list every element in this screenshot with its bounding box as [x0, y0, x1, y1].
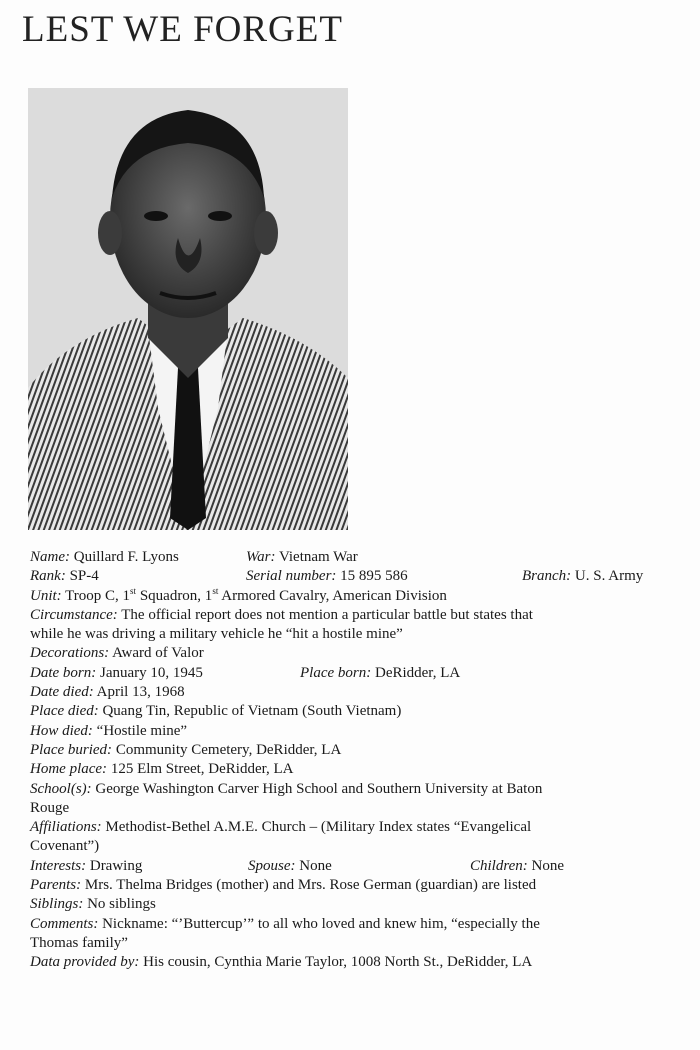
- interests-value: Drawing: [89, 857, 143, 874]
- unit-label: Unit:: [30, 587, 62, 604]
- how-died-label: How died:: [30, 722, 93, 739]
- comments-row-continued: [30, 934, 680, 953]
- decorations-value: Award of Valor: [112, 645, 204, 662]
- unit-value: Troop C, 1st Squadron, 1st Armored Cavalry, American Division: [65, 585, 447, 604]
- place-buried-label: Place buried:: [30, 741, 113, 758]
- schools-row-continued: [30, 799, 680, 818]
- how-died-row: [30, 722, 680, 741]
- rank-value: SP-4: [69, 568, 99, 585]
- home-place-value: 125 Elm Street, DeRidder, LA: [110, 761, 294, 778]
- place-born-value: DeRidder, LA: [374, 664, 461, 681]
- decorations-row: [30, 644, 680, 663]
- schools-label: School(s):: [30, 780, 92, 797]
- place-buried-value: Community Cemetery, DeRidder, LA: [115, 741, 342, 758]
- circumstance-label: Circumstance:: [30, 606, 118, 623]
- comments-value-line2: Thomas family”: [30, 934, 128, 951]
- date-born-value: January 10, 1945: [100, 664, 203, 681]
- date-died-row: [30, 683, 680, 702]
- comments-label: Comments:: [30, 915, 99, 932]
- parents-value: Mrs. Thelma Bridges (mother) and Mrs. Rose German (guardian) are listed: [84, 877, 537, 894]
- home-place-label: Home place:: [30, 761, 108, 778]
- data-provided-label: Data provided by:: [30, 954, 140, 971]
- home-place-row: [30, 760, 680, 779]
- data-provided-row: [30, 953, 680, 972]
- date-died-value: April 13, 1968: [96, 684, 185, 701]
- place-died-row: [30, 702, 680, 721]
- place-died-label: Place died:: [30, 703, 99, 720]
- date-born-label: Date born:: [30, 664, 97, 681]
- parents-row: [30, 876, 680, 895]
- parents-label: Parents:: [30, 877, 82, 894]
- date-born-row: [30, 664, 680, 683]
- circumstance-value-line2: while he was driving a military vehicle he “hit a hostile mine”: [30, 626, 403, 643]
- name-value: Quillard F. Lyons: [73, 549, 179, 565]
- siblings-label: Siblings:: [30, 896, 84, 913]
- comments-row: [30, 915, 680, 934]
- interests-label: Interests:: [30, 857, 87, 874]
- children-value: None: [531, 857, 565, 874]
- interests-row: [30, 857, 680, 876]
- branch-value: U. S. Army: [574, 568, 644, 585]
- date-died-label: Date died:: [30, 684, 94, 701]
- spouse-value: None: [299, 857, 332, 874]
- circumstance-row-continued: [30, 625, 680, 644]
- name-row: [30, 548, 680, 567]
- unit-row: [30, 587, 680, 606]
- page-title: LEST WE FORGET: [22, 9, 343, 50]
- branch-label: Branch:: [522, 568, 572, 585]
- siblings-value: No siblings: [87, 896, 156, 913]
- war-value: Vietnam War: [278, 549, 358, 565]
- portrait-photo-icon: [28, 88, 348, 530]
- circumstance-value-line1: The official report does not mention a particular battle but states that: [121, 606, 533, 623]
- serial-value: 15 895 586: [340, 568, 408, 585]
- affiliations-label: Affiliations:: [30, 819, 102, 836]
- affiliations-value-line1: Methodist-Bethel A.M.E. Church – (Military Index states “Evangelical: [105, 819, 532, 836]
- affiliations-value-line2: Covenant”): [30, 838, 100, 855]
- decorations-label: Decorations:: [30, 645, 110, 662]
- schools-value-line1: George Washington Carver High School and Southern University at Baton: [95, 780, 543, 797]
- service-record: [30, 548, 680, 973]
- war-label: War:: [246, 549, 276, 565]
- spouse-label: Spouse:: [248, 857, 296, 874]
- place-died-value: Quang Tin, Republic of Vietnam (South Vietnam): [102, 703, 402, 720]
- rank-row: [30, 567, 680, 586]
- circumstance-row: [30, 606, 680, 625]
- schools-value-line2: Rouge: [30, 799, 70, 816]
- rank-label: Rank:: [30, 568, 66, 585]
- how-died-value: “Hostile mine”: [96, 722, 188, 739]
- place-buried-row: [30, 741, 680, 760]
- schools-row: [30, 780, 680, 799]
- serial-label: Serial number:: [246, 568, 337, 585]
- siblings-row: [30, 895, 680, 914]
- place-born-label: Place born:: [300, 664, 372, 681]
- comments-value-line1: Nickname: “’Buttercup’” to all who loved and knew him, “especially the: [102, 915, 540, 932]
- affiliations-row: [30, 818, 680, 837]
- data-provided-value: His cousin, Cynthia Marie Taylor, 1008 North St., DeRidder, LA: [143, 954, 533, 971]
- children-label: Children:: [470, 857, 528, 874]
- name-label: Name:: [30, 549, 70, 565]
- affiliations-row-continued: [30, 837, 680, 856]
